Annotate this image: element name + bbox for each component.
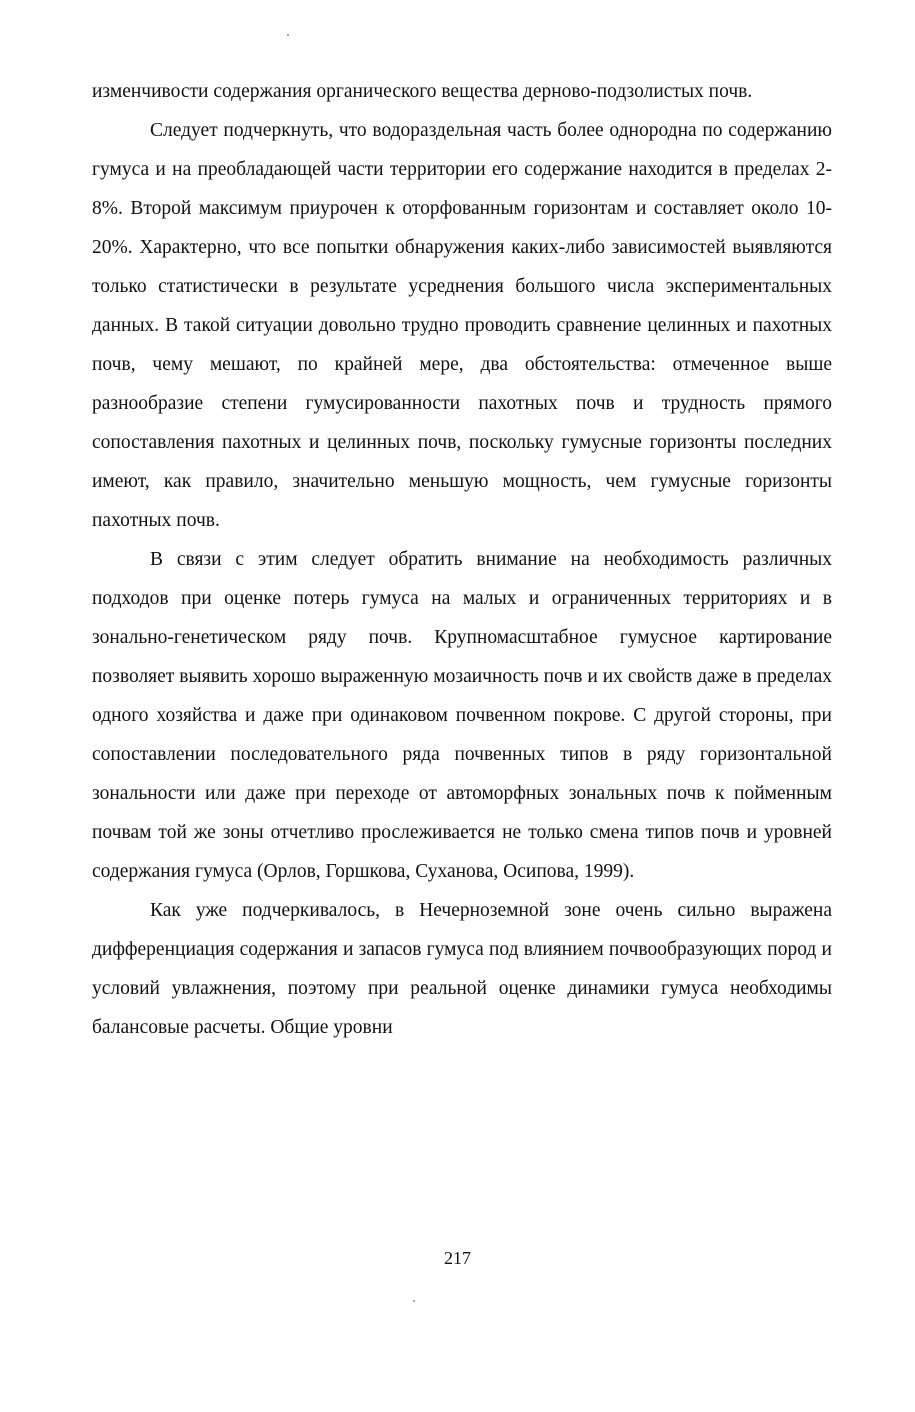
scan-speck [413, 1300, 415, 1302]
page-number: 217 [444, 1248, 471, 1268]
paragraph-non-chernozem-zone: Как уже подчеркивалось, в Нечерноземной зоне очень сильно выражена дифференциация содержания и запасов гумуса под влиянием почвообразующих пород и условий увлажнения, поэтому при реальной оценке динамики гумуса необходимы балансовые расчеты. Общие уровни [92, 900, 832, 1038]
body-text [92, 72, 832, 1047]
scan-speck [287, 34, 289, 36]
paragraph-watershed-humus: Следует подчеркнуть, что водораздельная часть более однородна по содержанию гумуса и на преобладающей части территории его содержание находится в пределах 2-8%. Второй максимум приурочен к оторфованным горизонтам и составляет около 10-20%. Характерно, что все попытки обнаружения каких-либо зависимостей выявляются только статистически в результате усреднения большого числа экспериментальных данных. В такой ситуации довольно трудно проводить сравнение целинных и пахотных почв, чему мешают, по крайней мере, два обстоятельства: отмеченное выше разнообразие степени гумусированности пахотных почв и трудность прямого сопоставления пахотных и целинных почв, поскольку гумусные горизонты последних имеют, как правило, значительно меньшую мощность, чем гумусные горизонты пахотных почв. [92, 120, 832, 531]
paragraph-continuation: изменчивости содержания органического вещества дерново-подзолистых почв. [92, 81, 753, 102]
paragraph-humus-loss-approaches: В связи с этим следует обратить внимание на необходимость различных подходов при оценке потерь гумуса на малых и ограниченных территориях и в зонально-генетическом ряду почв. Крупномасштабное гумусное картирование позволяет выявить хорошо выраженную мозаичность почв и их свойств даже в пределах одного хозяйства и даже при одинаковом почвенном покрове. С другой стороны, при сопоставлении последовательного ряда почвенных типов в ряду горизонтальной зональности или даже при переходе от автоморфных зональных почв к пойменным почвам той же зоны отчетливо прослеживается не только смена типов почв и уровней содержания гумуса (Орлов, Горшкова, Суханова, Осипова, 1999). [92, 549, 832, 882]
